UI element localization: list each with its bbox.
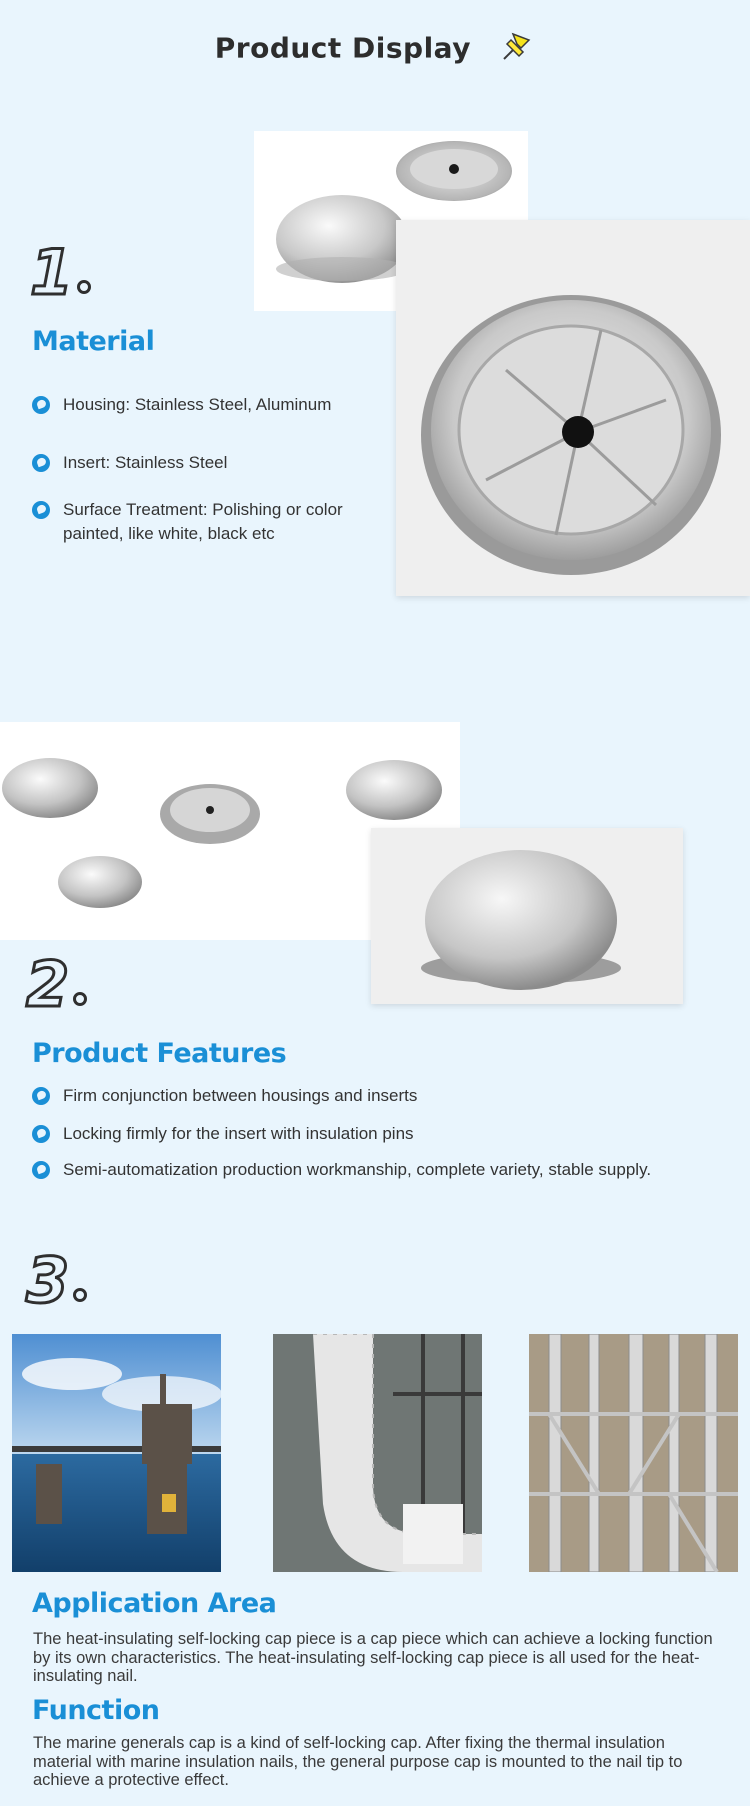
page-title xyxy=(0,28,750,71)
circle-bullet-icon xyxy=(32,396,50,414)
product-photo-cap-closeup xyxy=(396,220,750,596)
function-text: The marine generals cap is a kind of self-locking cap. After fixing the thermal insulation material with marine insulation nails, the general purpose cap is mounted to the nail tip to achieve a protective effect. xyxy=(33,1734,683,1789)
application-photo-offshore-platform xyxy=(12,1334,221,1572)
circle-bullet-icon xyxy=(32,1161,50,1179)
page-title-text: Product Display xyxy=(214,31,471,65)
circle-bullet-icon xyxy=(32,501,50,519)
section-3-number: 3 xyxy=(26,1244,87,1317)
material-item-surface: Surface Treatment: Polishing or color painted, like white, black etc xyxy=(32,498,362,546)
application-photo-steel-structure xyxy=(529,1334,738,1572)
function-heading: Function xyxy=(32,1695,160,1726)
application-heading: Application Area xyxy=(32,1588,277,1619)
circle-bullet-icon xyxy=(32,454,50,472)
section-1-number: 1 xyxy=(30,236,91,309)
features-item-conjunction: Firm conjunction between housings and inserts xyxy=(32,1084,732,1108)
application-text: The heat-insulating self-locking cap piece is a cap piece which can achieve a locking function by its own characteristics. The heat-insulating self-locking cap piece is all used for the heat-insulating nail. xyxy=(33,1630,713,1685)
circle-bullet-icon xyxy=(32,1087,50,1105)
circle-bullet-icon xyxy=(32,1125,50,1143)
product-photo-dome-cap xyxy=(371,828,683,1004)
pushpin-icon xyxy=(499,28,535,71)
material-item-housing: Housing: Stainless Steel, Aluminum xyxy=(32,393,362,417)
features-item-locking: Locking firmly for the insert with insulation pins xyxy=(32,1122,732,1146)
features-heading: Product Features xyxy=(32,1038,287,1069)
material-heading: Material xyxy=(32,326,155,357)
features-item-production: Semi-automatization production workmanship, complete variety, stable supply. xyxy=(32,1158,732,1182)
application-photo-insulated-pipe xyxy=(273,1334,482,1572)
material-item-insert: Insert: Stainless Steel xyxy=(32,451,362,475)
section-2-number: 2 xyxy=(26,948,87,1021)
